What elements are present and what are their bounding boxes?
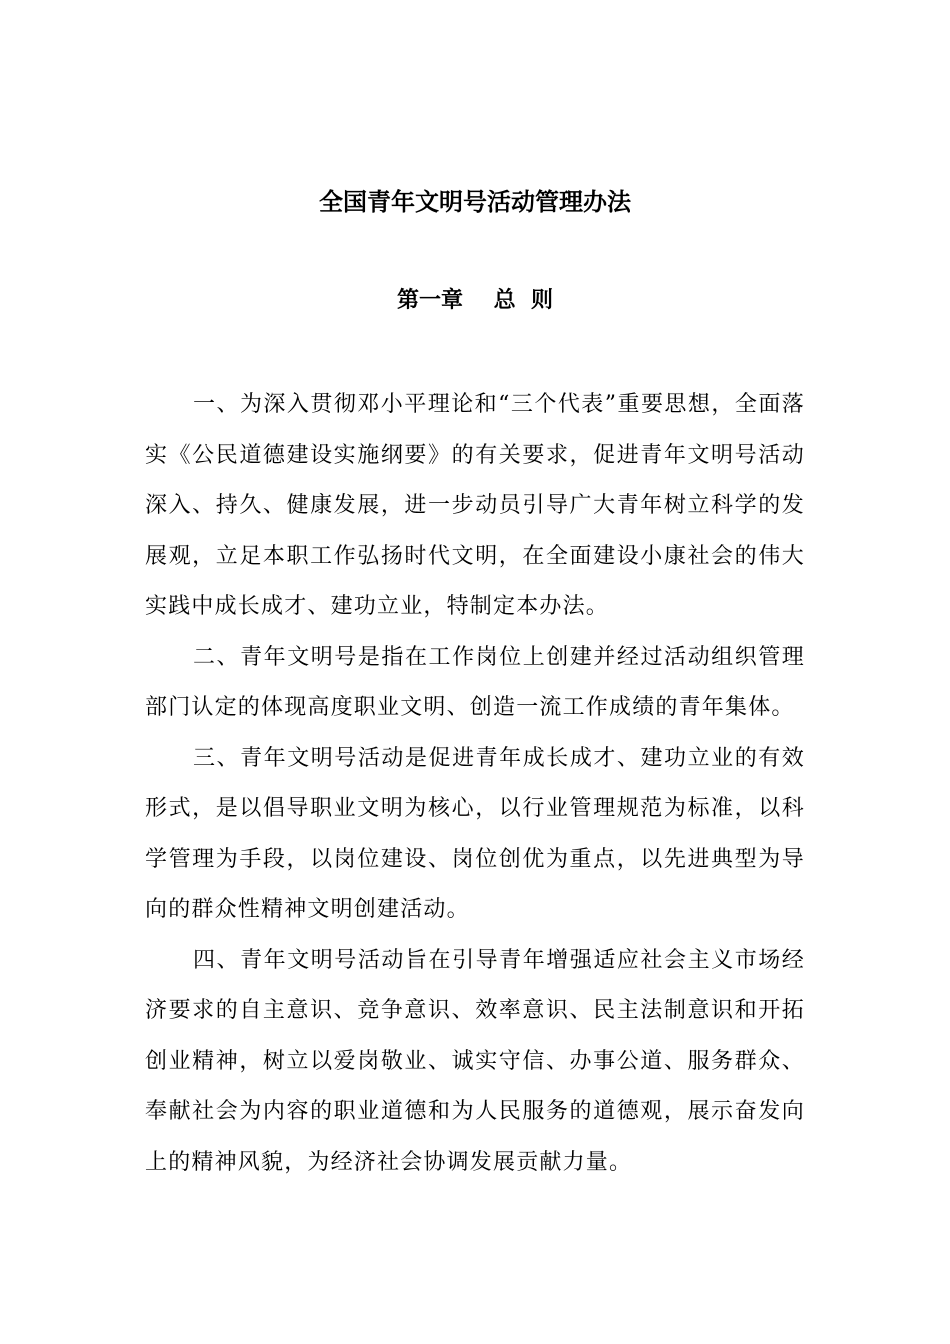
- document-title: 全国青年文明号活动管理办法: [319, 188, 631, 216]
- document-body: [145, 380, 805, 1188]
- paragraph-article-4: 四、青年文明号活动旨在引导青年增强适应社会主义市场经济要求的自主意识、竞争意识、效率意识、民主法制意识和开拓创业精神，树立以爱岗敬业、诚实守信、办事公道、服务群众、奉献社会为内容的职业道德和为人民服务的道德观，展示奋发向上的精神风貌，为经济社会协调发展贡献力量。: [145, 947, 805, 1175]
- paragraph-article-1: 一、为深入贯彻邓小平理论和“三个代表”重要思想，全面落实《公民道德建设实施纲要》的有关要求，促进青年文明号活动深入、持久、健康发展，进一步动员引导广大青年树立科学的发展观，立足本职工作弘扬时代文明，在全面建设小康社会的伟大实践中成长成才、建功立业，特制定本办法。: [145, 392, 805, 619]
- paragraph-article-2: 二、青年文明号是指在工作岗位上创建并经过活动组织管理部门认定的体现高度职业文明、创造一流工作成绩的青年集体。: [145, 644, 805, 720]
- paragraph-article-3: 三、青年文明号活动是促进青年成长成才、建功立业的有效形式，是以倡导职业文明为核心，以行业管理规范为标准，以科学管理为手段，以岗位建设、岗位创优为重点，以先进典型为导向的群众性精神文明创建活动。: [145, 745, 805, 922]
- chapter-heading: 第一章 总 则: [397, 288, 553, 313]
